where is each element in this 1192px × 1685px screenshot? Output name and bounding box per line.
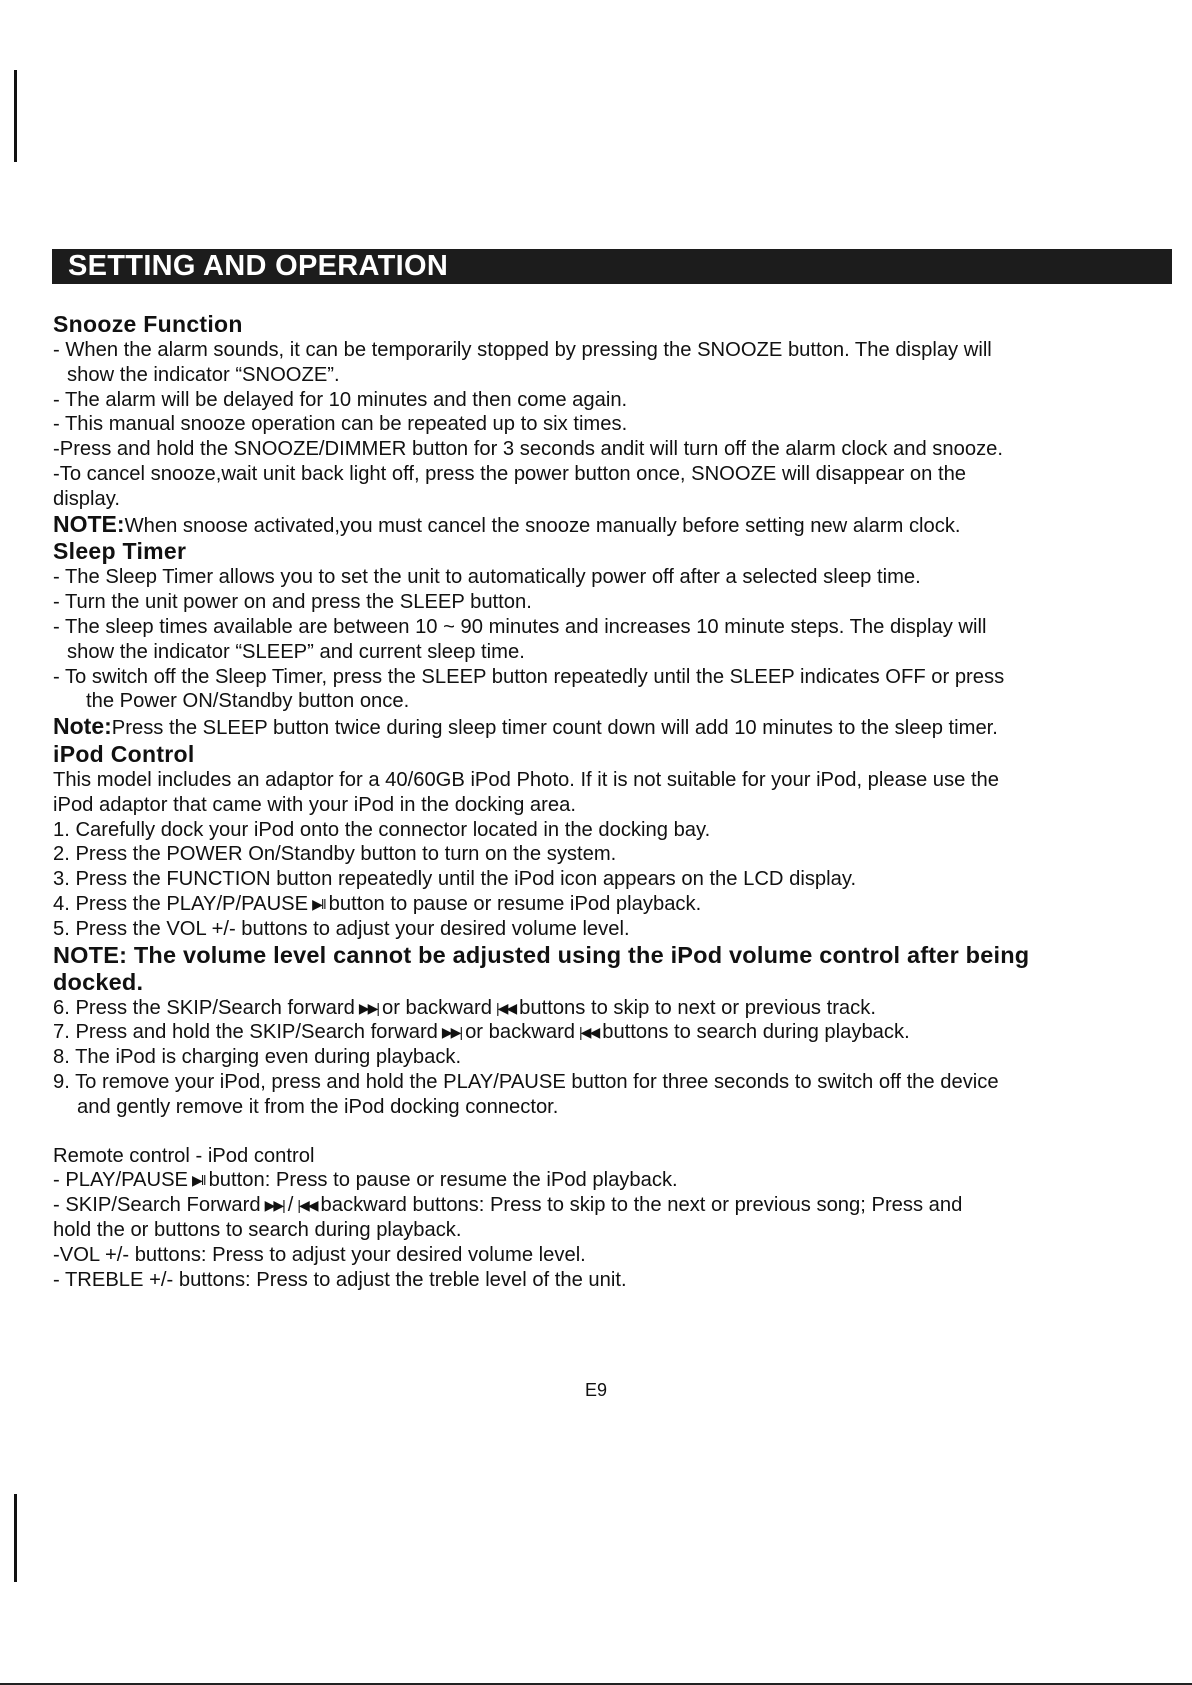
ipod-step-6-b: or backward [382, 996, 492, 1019]
remote-line-2-a: - SKIP/Search Forward [53, 1194, 261, 1217]
snooze-line-7: display. [53, 487, 120, 510]
section-title-bar: SETTING AND OPERATION [52, 249, 1172, 284]
ipod-step-1: 1. Carefully dock your iPod onto the connector located in the docking bay. [53, 818, 711, 841]
snooze-line-1: - When the alarm sounds, it can be temporarily stopped by pressing the SNOOZE button. The display will [53, 339, 992, 361]
snooze-line-3: - The alarm will be delayed for 10 minutes and then come again. [53, 388, 628, 411]
ipod-step-7-a: 7. Press and hold the SKIP/Search forward [53, 1021, 438, 1044]
ipod-step-4 [53, 892, 1173, 917]
skip-forward-icon: ▶▶| [264, 1197, 284, 1214]
ipod-step-3: 3. Press the FUNCTION button repeatedly until the iPod icon appears on the LCD display. [53, 868, 857, 891]
skip-forward-icon: ▶▶| [441, 1024, 462, 1041]
ipod-volume-note-2: docked. [53, 968, 144, 995]
sleep-note-text: Press the SLEEP button twice during sleep timer count down will add 10 minutes to the sleep timer. [111, 717, 998, 740]
skip-backward-icon: |◀◀ [297, 1197, 317, 1214]
remote-line-1-a: - PLAY/PAUSE [53, 1169, 189, 1192]
snooze-note [53, 512, 1173, 539]
snooze-line-6: -To cancel snooze,wait unit back light off, press the power button once, SNOOZE will disappear on the [53, 462, 967, 485]
crop-mark-bottom [14, 1494, 17, 1582]
ipod-step-4-a: 4. Press the PLAY/P/PAUSE [53, 892, 309, 915]
remote-line-2 [53, 1193, 1173, 1218]
snooze-heading: Snooze Function [53, 311, 243, 337]
remote-line-3: hold the or buttons to search during playback. [53, 1218, 462, 1241]
remote-line-1-b: button: Press to pause or resume the iPod playback. [208, 1169, 678, 1192]
snooze-note-text: When snoose activated,you must cancel the snooze manually before setting new alarm clock. [124, 514, 961, 537]
ipod-step-2: 2. Press the POWER On/Standby button to turn on the system. [53, 843, 617, 866]
ipod-step-5: 5. Press the VOL +/- buttons to adjust your desired volume level. [53, 917, 630, 940]
snooze-note-label: NOTE: [53, 510, 125, 537]
sleep-line-6: the Power ON/Standby button once. [86, 690, 410, 713]
sleep-heading: Sleep Timer [53, 538, 187, 565]
skip-forward-icon: ▶▶| [358, 999, 378, 1016]
sleep-line-4: show the indicator “SLEEP” and current sleep time. [67, 640, 525, 663]
play-pause-icon: ▶‖ [192, 1172, 205, 1189]
snooze-line-4: - This manual snooze operation can be repeated up to six times. [53, 413, 628, 436]
sleep-note [53, 714, 1173, 741]
skip-backward-icon: |◀◀ [579, 1024, 599, 1041]
snooze-line-5: -Press and hold the SNOOZE/DIMMER button for 3 seconds andit will turn off the alarm clock and snooze. [53, 438, 1004, 461]
ipod-step-7-c: buttons to search during playback. [602, 1021, 910, 1044]
remote-line-2-b: backward buttons: Press to skip to the next or previous song; Press and [320, 1194, 963, 1217]
ipod-step-7 [53, 1020, 1173, 1045]
page-number: E9 [584, 1380, 608, 1400]
remote-line-4: -VOL +/- buttons: Press to adjust your desired volume level. [53, 1243, 586, 1266]
remote-line-2-sep: / [287, 1194, 294, 1217]
sleep-line-1: - The Sleep Timer allows you to set the unit to automatically power off after a selected sleep time. [53, 566, 921, 589]
remote-line-5: - TREBLE +/- buttons: Press to adjust the treble level of the unit. [53, 1268, 627, 1291]
ipod-step-9-b: and gently remove it from the iPod docking connector. [77, 1095, 559, 1118]
sleep-note-label: Note: [53, 713, 112, 740]
ipod-step-8: 8. The iPod is charging even during playback. [53, 1046, 462, 1069]
play-pause-icon: ▶‖ [312, 895, 325, 912]
ipod-volume-note-1: NOTE: The volume level cannot be adjusted using the iPod volume control after being [53, 941, 1030, 968]
sleep-line-3: - The sleep times available are between 10 ~ 90 minutes and increases 10 minute steps. The display will [53, 615, 987, 638]
ipod-intro-1: This model includes an adaptor for a 40/60GB iPod Photo. If it is not suitable for your iPod, please use the [53, 768, 1000, 791]
ipod-intro-2: iPod adaptor that came with your iPod in the docking area. [53, 793, 576, 816]
ipod-step-6-c: buttons to skip to next or previous track. [519, 996, 876, 1019]
skip-backward-icon: |◀◀ [495, 999, 516, 1016]
ipod-heading: iPod Control [53, 740, 195, 767]
ipod-step-7-b: or backward [465, 1021, 576, 1044]
ipod-step-4-b: button to pause or resume iPod playback. [328, 892, 702, 915]
snooze-line-2: show the indicator “SNOOZE”. [67, 363, 340, 386]
page-content [53, 311, 1173, 1292]
ipod-step-6 [53, 996, 1173, 1021]
ipod-step-6-a: 6. Press the SKIP/Search forward [53, 996, 355, 1019]
ipod-step-9-a: 9. To remove your iPod, press and hold the PLAY/PAUSE button for three seconds to switch off the device [53, 1070, 999, 1093]
remote-title: Remote control - iPod control [53, 1144, 315, 1167]
crop-mark-top [14, 70, 17, 162]
spacer [53, 1120, 1173, 1144]
sleep-line-5: - To switch off the Sleep Timer, press the SLEEP button repeatedly until the SLEEP indicates OFF or press [53, 665, 1005, 688]
sleep-line-2: - Turn the unit power on and press the SLEEP button. [53, 591, 532, 614]
remote-line-1 [53, 1168, 1173, 1193]
